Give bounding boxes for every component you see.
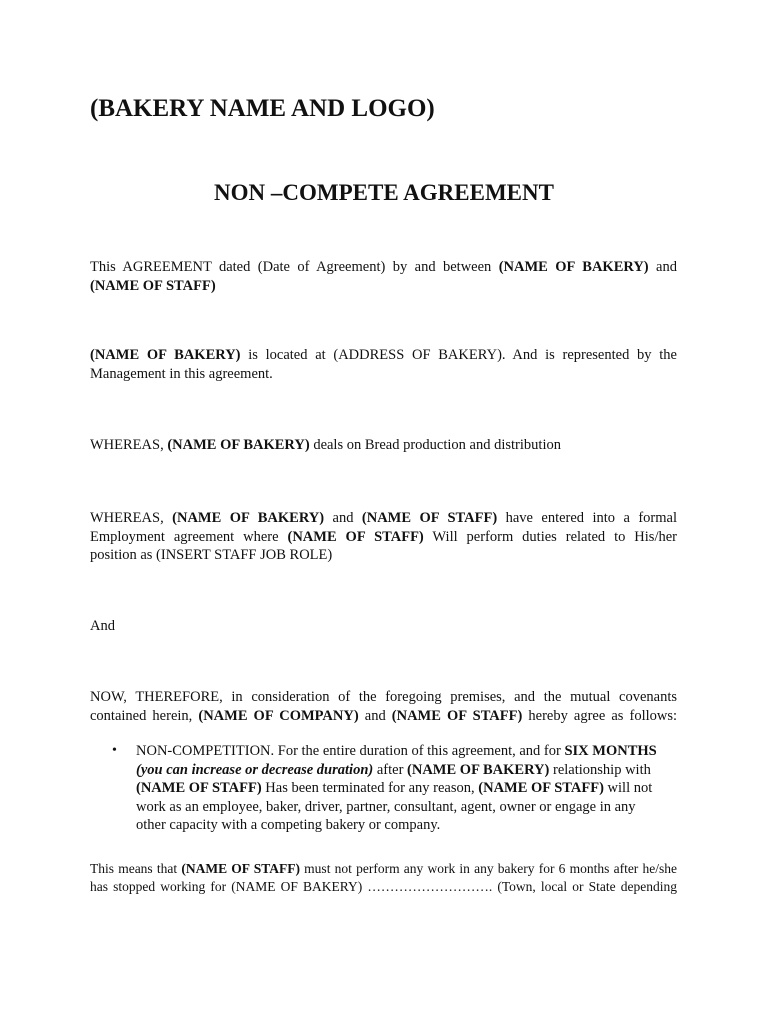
whereas-employment-paragraph: [90, 509, 677, 565]
bullet-line-1: NON-COMPETITION. For the entire duration of this agreement, and for SIX MONTHS: [136, 743, 657, 759]
and-text: And: [90, 618, 115, 634]
employment-line-3: position as (INSERT STAFF JOB ROLE): [90, 547, 333, 563]
therefore-line-2: contained herein, (NAME OF COMPANY) and (NAME OF STAFF) hereby agree as follows:: [90, 707, 678, 724]
and-paragraph: [90, 617, 677, 636]
non-competition-text: [136, 742, 677, 835]
meaning-paragraph: [90, 860, 677, 896]
employment-line-2: Employment agreement where (NAME OF STAFF) Will perform duties related to His/her: [90, 528, 677, 545]
bakery-location-paragraph: [90, 346, 677, 383]
intro-line-1: This AGREEMENT dated (Date of Agreement) by and between (NAME OF BAKERY) and: [90, 259, 677, 275]
whereas-business-line: WHEREAS, (NAME OF BAKERY) deals on Bread production and distribution: [90, 437, 561, 453]
intro-paragraph: [90, 258, 677, 295]
location-line-1: (NAME OF BAKERY) is located at (ADDRESS OF BAKERY). And is represented by the: [90, 347, 677, 363]
bullet-line-3: (NAME OF STAFF) Has been terminated for any reason, (NAME OF STAFF) will not: [136, 780, 653, 796]
whereas-business-paragraph: [90, 436, 677, 455]
agreement-title: NON –COMPETE AGREEMENT: [214, 180, 554, 205]
bakery-name-logo-placeholder: (BAKERY NAME AND LOGO): [90, 95, 435, 122]
employment-line-1: WHEREAS, (NAME OF BAKERY) and (NAME OF STAFF) have entered into a formal: [90, 510, 677, 526]
therefore-paragraph: [90, 688, 677, 725]
location-line-2: Management in this agreement.: [90, 365, 273, 382]
bullet-line-4: work as an employee, baker, driver, partner, consultant, agent, owner or engage in any: [136, 798, 636, 815]
meaning-line-1: This means that (NAME OF STAFF) must not perform any work in any bakery for 6 months after he/she: [90, 861, 677, 876]
bullet-line-2: (you can increase or decrease duration) after (NAME OF BAKERY) relationship with: [136, 761, 651, 778]
bullet-line-5: other capacity with a competing bakery or company.: [136, 817, 441, 833]
therefore-line-1: NOW, THEREFORE, in consideration of the foregoing premises, and the mutual covenants: [90, 689, 677, 705]
meaning-line-2: has stopped working for (NAME OF BAKERY) ………………………. (Town, local or State depending: [90, 879, 677, 894]
intro-line-2: (NAME OF STAFF): [90, 277, 216, 294]
bullet-icon: •: [112, 743, 117, 758]
